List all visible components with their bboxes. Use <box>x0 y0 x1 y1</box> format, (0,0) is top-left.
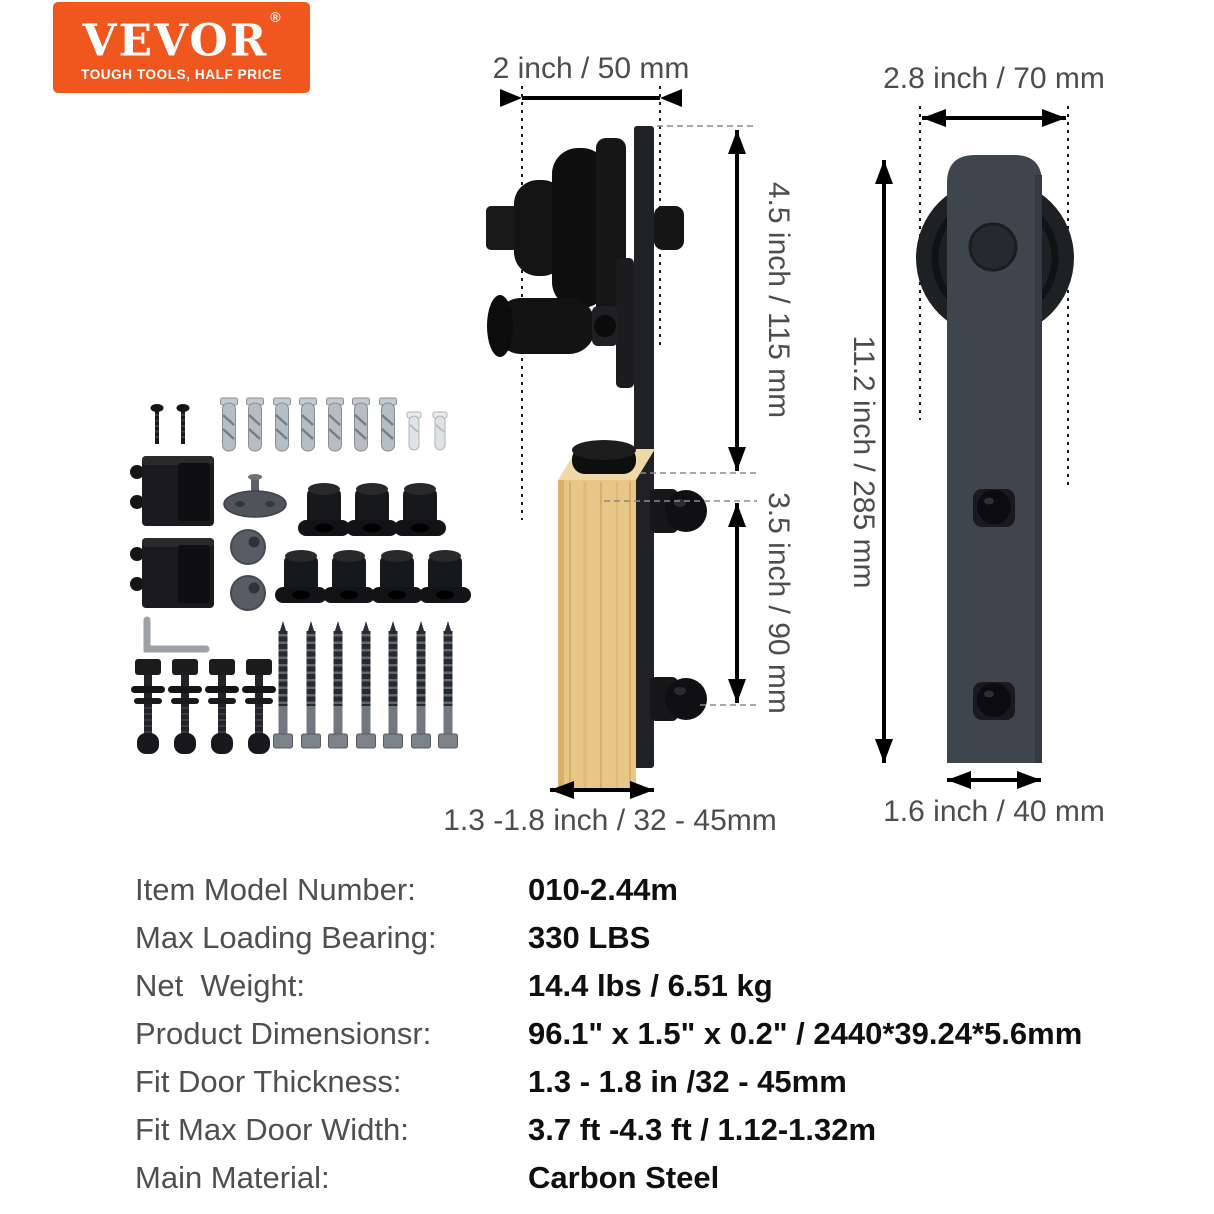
wood-screw <box>177 404 190 444</box>
spec-row-model <box>135 866 1082 914</box>
spec-value: 14.4 lbs / 6.51 kg <box>528 968 773 1003</box>
spacer <box>419 550 471 603</box>
spec-label: Net Weight: <box>135 968 306 1003</box>
spec-table <box>135 866 1082 1202</box>
dim-label-lower-height: 3.5 inch / 90 mm <box>762 492 795 714</box>
lag-screw <box>329 621 348 748</box>
strap-side-view <box>634 126 654 768</box>
spec-value: 330 LBS <box>528 920 651 955</box>
anti-jump-disc-side <box>572 440 636 474</box>
hex-key <box>147 620 206 649</box>
dome-nut-lower-side <box>650 677 707 721</box>
spacer <box>394 483 446 536</box>
spec-value: 1.3 - 1.8 in /32 - 45mm <box>528 1064 847 1099</box>
hex-bolt <box>131 659 165 754</box>
spec-value: Carbon Steel <box>528 1160 720 1195</box>
spec-label: Item Model Number: <box>135 872 416 907</box>
anti-jump-guide <box>224 474 286 517</box>
front-view-diagram <box>847 62 1105 828</box>
dim-label-upper-height: 4.5 inch / 115 mm <box>762 181 795 419</box>
hardware-parts <box>130 398 471 754</box>
spec-row-door-thickness <box>135 1058 1082 1106</box>
wall-anchor <box>380 398 397 451</box>
spec-label: Product Dimensionsr: <box>135 1016 432 1051</box>
dome-nut-upper-front <box>973 489 1015 527</box>
registered-mark: ® <box>270 9 283 26</box>
door-stop <box>130 456 214 526</box>
spec-label: Fit Max Door Width: <box>135 1112 409 1147</box>
spacer <box>275 550 327 603</box>
spec-label: Max Loading Bearing: <box>135 920 437 955</box>
roller-side-view <box>486 138 684 318</box>
spacer <box>298 483 350 536</box>
dim-label-top-width-side: 2 inch / 50 mm <box>492 52 690 85</box>
strap-edge-shade <box>1035 175 1042 763</box>
wall-anchor <box>247 398 264 451</box>
spec-value: 3.7 ft -4.3 ft / 1.12-1.32m <box>528 1112 877 1147</box>
lag-screw <box>384 621 403 748</box>
dim-label-door-thickness: 1.3 -1.8 inch / 32 - 45mm <box>443 804 777 837</box>
spacer-disc <box>231 530 265 564</box>
spec-value: 96.1" x 1.5" x 0.2" / 2440*39.24*5.6mm <box>528 1016 1083 1051</box>
spec-row-net-weight <box>135 962 1082 1010</box>
pivot-bolt-button <box>970 224 1016 270</box>
wall-anchor-small <box>407 412 421 450</box>
lag-screw <box>302 621 321 748</box>
spacer <box>371 550 423 603</box>
tagline-text: TOUGH TOOLS, HALF PRICE <box>81 66 282 82</box>
wall-anchor-small <box>433 412 447 450</box>
hex-bolt <box>205 659 239 754</box>
spec-label: Main Material: <box>135 1160 330 1195</box>
wall-anchor <box>221 398 238 451</box>
dim-label-strap-height: 11.2 inch / 285 mm <box>847 335 880 589</box>
spacer-disc <box>231 576 265 610</box>
dim-label-strap-width: 1.6 inch / 40 mm <box>883 795 1105 828</box>
lag-screw <box>274 621 293 748</box>
spec-row-max-load <box>135 914 1082 962</box>
spec-row-dimensions <box>135 1010 1082 1058</box>
spacer <box>346 483 398 536</box>
spec-row-material <box>135 1154 1082 1202</box>
spec-row-max-door-width <box>135 1106 1082 1154</box>
brand-name: VEVOR <box>82 15 269 67</box>
wall-anchor <box>300 398 317 451</box>
hex-bolt <box>168 659 202 754</box>
wood-screw <box>151 404 164 444</box>
spacer <box>323 550 375 603</box>
lag-screw <box>439 621 458 748</box>
dim-label-top-width-front: 2.8 inch / 70 mm <box>883 62 1105 95</box>
wall-anchor <box>353 398 370 451</box>
spec-label: Fit Door Thickness: <box>135 1064 402 1099</box>
wall-anchor <box>274 398 291 451</box>
lag-screw <box>412 621 431 748</box>
hex-bolt <box>242 659 276 754</box>
door-stop <box>130 538 214 608</box>
dome-nut-upper-side <box>650 489 707 533</box>
lag-screw <box>357 621 376 748</box>
wall-anchor <box>327 398 344 451</box>
dome-nut-lower-front <box>973 682 1015 720</box>
side-view-diagram <box>443 52 795 837</box>
spec-value: 010-2.44m <box>528 872 678 907</box>
dim-arrow-top-width-side <box>500 89 682 107</box>
